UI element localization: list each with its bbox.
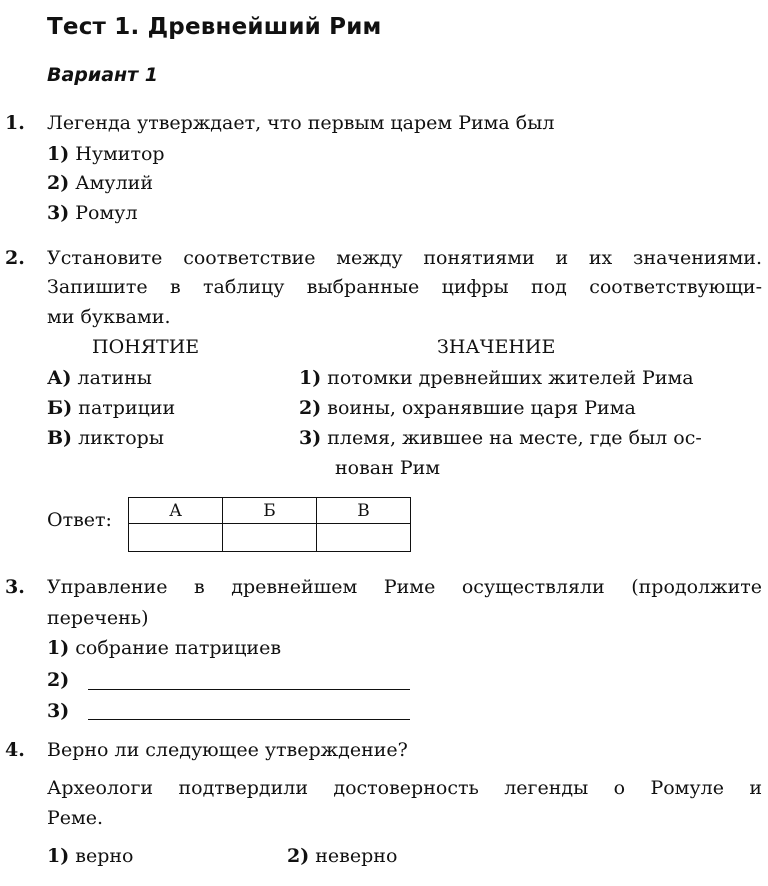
column-header-term: ПОНЯТИЕ: [92, 336, 200, 358]
question-1-option-3: [47, 198, 138, 228]
question-4-number: 4.: [5, 739, 25, 761]
question-2-line-3: ми буквами.: [47, 306, 171, 328]
term-letter: Б): [47, 397, 73, 419]
meaning-text: потомки древнейших жителей Рима: [327, 367, 694, 389]
term-text: латины: [77, 367, 152, 389]
option-number: 2): [287, 845, 310, 867]
meaning-3: [299, 423, 702, 453]
column-header-meaning: ЗНАЧЕНИЕ: [437, 336, 556, 358]
term-text: ликторы: [78, 427, 164, 449]
option-number: 1): [47, 845, 70, 867]
question-1-text: Легенда утверждает, что первым царем Рима был: [47, 112, 555, 134]
question-1-number: 1.: [5, 112, 25, 134]
question-3-option-3-blank[interactable]: [88, 719, 410, 720]
question-4-statement-line-2: Реме.: [47, 807, 104, 829]
question-3-number: 3.: [5, 576, 25, 598]
term-text: патриции: [78, 397, 176, 419]
question-3-option-2-number: 2): [47, 669, 70, 691]
term-letter: А): [47, 367, 72, 389]
question-2-number: 2.: [5, 247, 25, 269]
answer-table-header-v: В: [317, 498, 411, 524]
question-4-question: Верно ли следующее утверждение?: [47, 739, 408, 761]
term-letter: В): [47, 427, 73, 449]
meaning-number: 1): [299, 367, 322, 389]
meaning-number: 2): [299, 397, 322, 419]
question-3-line-2: перечень): [47, 607, 149, 629]
question-1-option-1: [47, 139, 165, 169]
question-3-option-1: [47, 633, 281, 663]
meaning-number: 3): [299, 427, 322, 449]
option-text: Ромул: [75, 202, 138, 224]
option-text: Нумитор: [75, 143, 165, 165]
option-number: 1): [47, 637, 70, 659]
question-3-option-3-number: 3): [47, 700, 70, 722]
test-title: Тест 1. Древнейший Рим: [47, 14, 382, 40]
answer-label: Ответ:: [47, 509, 112, 531]
question-2-line-2: Запишите в таблицу выбранные цифры под соответствующи-: [47, 276, 762, 298]
term-b: [47, 393, 175, 423]
option-text: собрание патрициев: [75, 637, 282, 659]
option-text: неверно: [315, 845, 398, 867]
answer-table: [128, 497, 411, 552]
question-2-line-1: Установите соответствие между понятиями и их значениями.: [47, 247, 762, 269]
term-v: [47, 423, 164, 453]
answer-table-header-a: А: [129, 498, 223, 524]
meaning-text: воины, охранявшие царя Рима: [327, 397, 636, 419]
question-3-line-1: Управление в древнейшем Риме осуществляли (продолжите: [47, 576, 762, 598]
variant-heading: Вариант 1: [47, 64, 159, 86]
question-3-option-2-blank[interactable]: [88, 689, 410, 690]
answer-table-header-b: Б: [223, 498, 317, 524]
meaning-text: племя, жившее на месте, где был ос-: [327, 427, 702, 449]
meaning-3-continued: нован Рим: [335, 457, 441, 479]
meaning-1: [299, 363, 694, 393]
term-a: [47, 363, 152, 393]
answer-cell-v[interactable]: [317, 524, 411, 552]
option-number: 1): [47, 143, 70, 165]
option-number: 3): [47, 202, 70, 224]
option-text: Амулий: [75, 172, 154, 194]
option-text: верно: [75, 845, 134, 867]
answer-cell-a[interactable]: [129, 524, 223, 552]
question-4-option-1: [47, 841, 133, 871]
meaning-2: [299, 393, 636, 423]
option-number: 2): [47, 172, 70, 194]
question-4-option-2: [287, 841, 397, 871]
question-1-option-2: [47, 168, 153, 198]
answer-cell-b[interactable]: [223, 524, 317, 552]
question-4-statement-line-1: Археологи подтвердили достоверность легенды о Ромуле и: [47, 777, 762, 799]
